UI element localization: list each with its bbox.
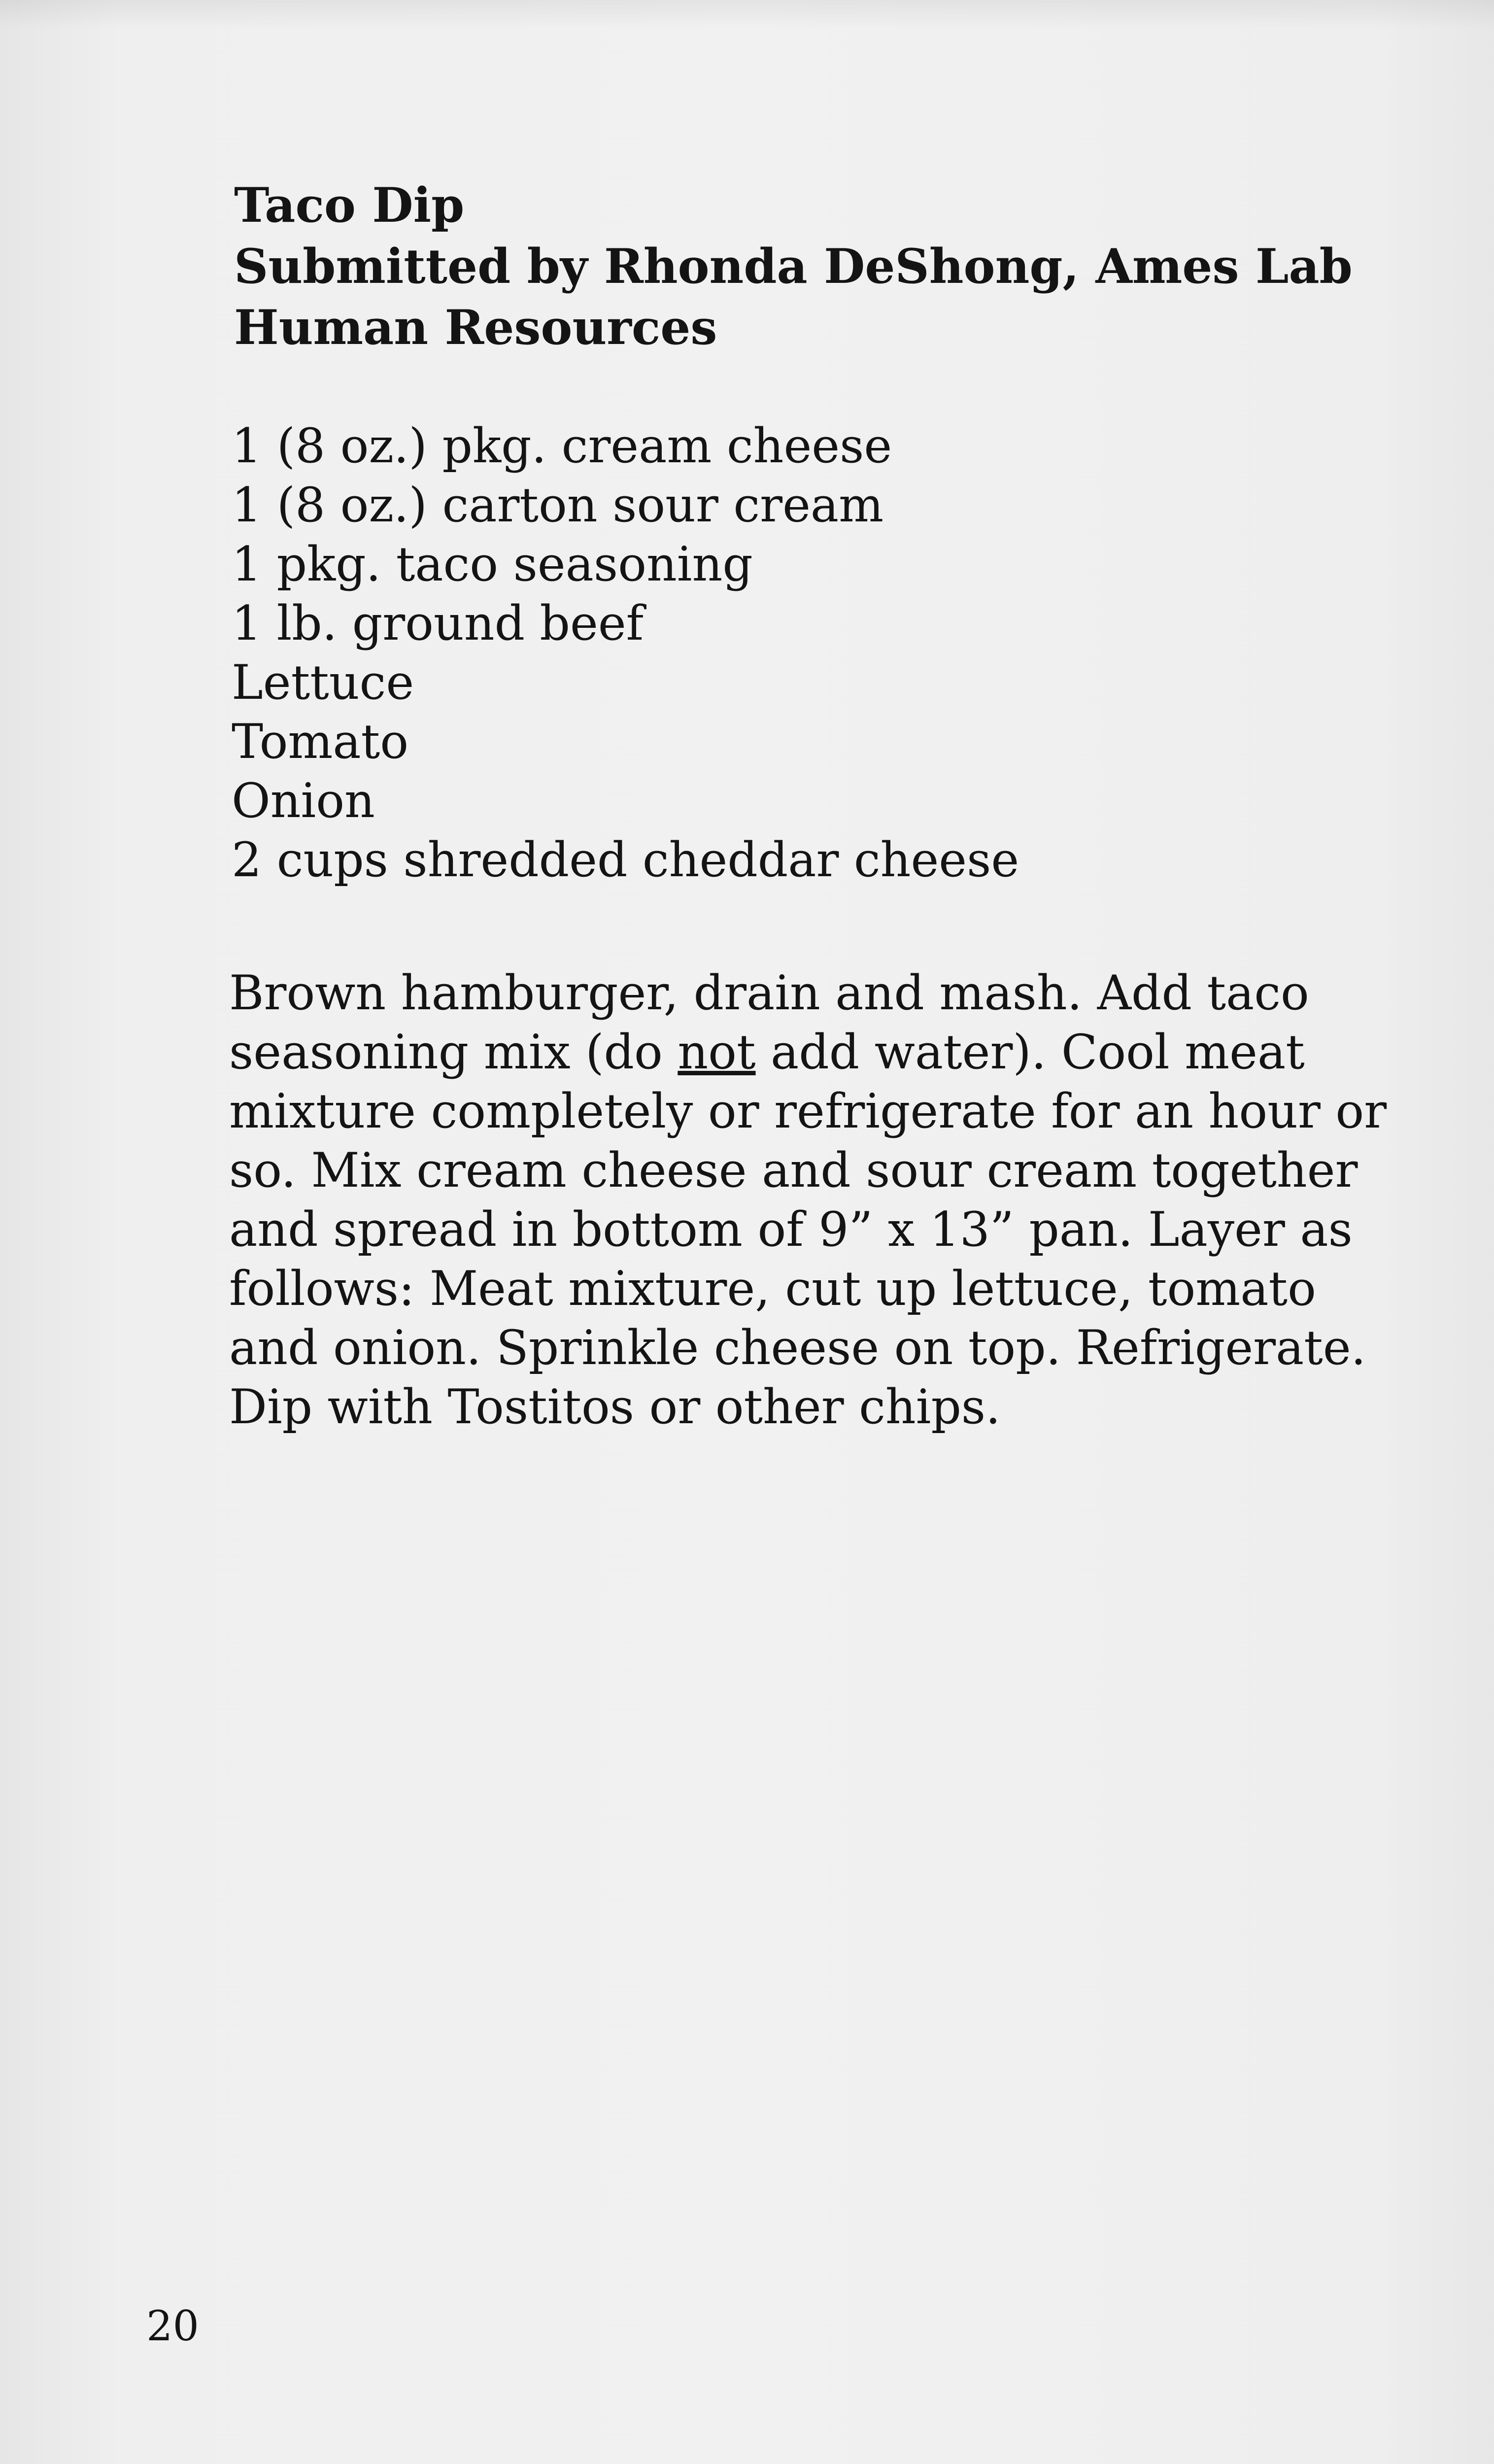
ingredient-item: Onion bbox=[232, 773, 375, 828]
ingredient-item: 1 lb. ground beef bbox=[232, 596, 644, 651]
page-edge-shadow bbox=[0, 0, 1494, 30]
page-number: 20 bbox=[146, 2302, 199, 2350]
directions-underlined-word: not bbox=[678, 1025, 756, 1080]
directions-line: and spread in bottom of 9” x 13” pan. Layer as bbox=[229, 1202, 1353, 1257]
directions-line: mixture completely or refrigerate for an hour or bbox=[229, 1084, 1387, 1139]
directions-line: follows: Meat mixture, cut up lettuce, tomato bbox=[229, 1261, 1316, 1316]
ingredient-item: 1 (8 oz.) carton sour cream bbox=[232, 478, 884, 533]
directions-text: add water). Cool meat bbox=[755, 1025, 1305, 1080]
directions-text: seasoning mix (do bbox=[229, 1025, 678, 1080]
ingredient-item: Tomato bbox=[232, 714, 409, 769]
ingredient-item: Lettuce bbox=[232, 655, 414, 710]
directions-line: Dip with Tostitos or other chips. bbox=[229, 1379, 1001, 1435]
directions-line: and onion. Sprinkle cheese on top. Refrigerate. bbox=[229, 1320, 1366, 1375]
recipe-submitter: Submitted by Rhonda DeShong, Ames Lab bbox=[234, 239, 1353, 294]
recipe-directions bbox=[229, 963, 1387, 1437]
recipe-title: Taco Dip bbox=[234, 177, 465, 233]
ingredient-item: 1 pkg. taco seasoning bbox=[232, 537, 753, 592]
ingredient-list bbox=[232, 416, 1365, 890]
recipe-heading bbox=[234, 175, 1367, 358]
ingredient-item: 1 (8 oz.) pkg. cream cheese bbox=[232, 418, 892, 474]
directions-line bbox=[229, 1023, 1333, 1082]
directions-line: Brown hamburger, drain and mash. Add taco bbox=[229, 965, 1309, 1021]
directions-line: so. Mix cream cheese and sour cream together bbox=[229, 1143, 1358, 1198]
ingredient-item: 2 cups shredded cheddar cheese bbox=[232, 832, 1019, 888]
recipe-department: Human Resources bbox=[234, 300, 717, 355]
